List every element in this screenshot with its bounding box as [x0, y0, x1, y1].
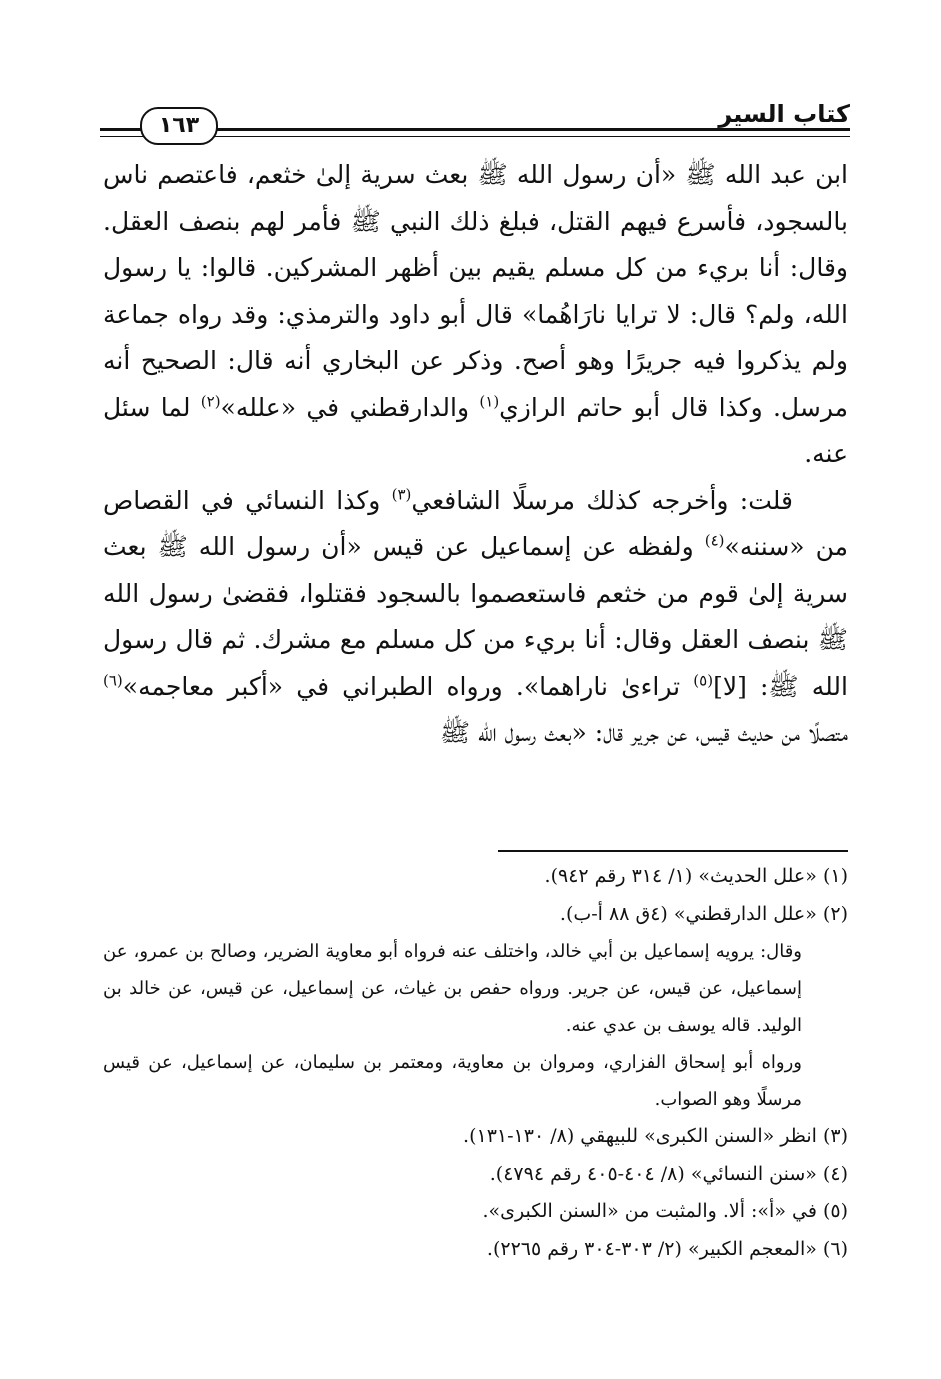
footnote-ref-5: (٥) [693, 671, 714, 690]
paragraph-1 [103, 152, 848, 478]
footnote-ref-1: (١) [479, 392, 500, 411]
chapter-title: كتاب السير [710, 100, 850, 128]
paragraph-2-text-2: وكذا النسائي في القصاص من «سننه» [103, 485, 848, 561]
paragraph-1-text: ابن عبد الله ﷺ «أن رسول الله ﷺ بعث سرية إلىٰ خثعم، فاعتصم ناس بالسجود، فأسرع فيهم القتل، فبلغ ذلك النبي ﷺ فأمر لهم بنصف العقل. وقال: أنا بريء من كل مسلم يقيم بين أظهر المشركين. قالوا: يا رسول الله، ولم؟ قال: لا ترايا نارَاهُما» قال أبو داود والترمذي: وقد رواه جماعة ولم يذكروا فيه جريرًا وهو أصح. وذكر عن البخاري أنه قال: الصحيح أنه مرسل. وكذا قال أبو حاتم الرازي [103, 160, 848, 422]
paragraph-2-text-4: تراءىٰ ناراهما». ورواه الطبراني في «أكبر معاجمه» [122, 671, 694, 701]
footnote-ref-4: (٤) [704, 531, 725, 550]
footnote-2-note-a: وقال: يرويه إسماعيل بن أبي خالد، واختلف عنه فرواه أبو معاوية الضرير، وصالح بن عمرو، عن إسماعيل، عن قيس، عن جرير. ورواه حفص بن غياث، عن إسماعيل، عن قيس، عن خالد بن الوليد. قاله يوسف بن عدي عنه. [103, 941, 802, 1036]
footnote-ref-6: (٦) [103, 671, 123, 690]
footnote-4: (٤) «سنن النسائي» (٨/ ٤٠٤-٤٠٥ رقم ٤٧٩٤). [489, 1162, 848, 1185]
page-number-frame [140, 107, 218, 145]
paragraph-2 [103, 478, 848, 757]
footnote-2-note-b: ورواه أبو إسحاق الفزاري، ومروان بن معاوية، ومعتمر بن سليمان، عن إسماعيل، عن قيس مرسلًا وهو الصواب. [103, 1052, 802, 1110]
footnote-ref-2: (٢) [200, 392, 221, 411]
paragraph-1-text-2: والدارقطني في «علله» [220, 392, 480, 422]
paragraph-2-text-5: متصلًا من حديث قيس، عن جرير قال: «بعث رسول الله ﷺ [439, 718, 848, 747]
footnote-3: (٣) انظر «السنن الكبرى» للبيهقي (٨/ ١٣٠-١٣١). [463, 1125, 848, 1147]
paragraph-1-text-3: لما سئل عنه. [103, 392, 848, 468]
page-number: ١٦٣ [158, 113, 200, 138]
page-header [100, 98, 850, 148]
footnote-separator [498, 850, 848, 852]
footnote-6: (٦) «المعجم الكبير» (٢/ ٣٠٣-٣٠٤ رقم ٢٢٦٥). [486, 1237, 848, 1260]
main-text [103, 152, 848, 757]
paragraph-2-text: قلت: وأخرجه كذلك مرسلًا الشافعي [411, 485, 793, 515]
paragraph-2-text-3: ولفظه عن إسماعيل عن قيس «أن رسول الله ﷺ بعث سرية إلىٰ قوم من خثعم فاستعصموا بالسجود فقتلوا، فقضىٰ رسول الله ﷺ بنصف العقل وقال: أنا بريء من كل مسلم مع مشرك. ثم قال رسول الله ﷺ: [لا] [103, 532, 848, 701]
footnote-5: (٥) في «أ»: ألا. والمثبت من «السنن الكبرى». [482, 1200, 848, 1222]
footnotes [103, 858, 848, 1268]
footnote-2: (٢) «علل الدارقطني» (٤ق ٨٨ أ-ب). [559, 902, 848, 925]
footnote-1: (١) «علل الحديث» (١/ ٣١٤ رقم ٩٤٢). [544, 865, 848, 887]
footnote-ref-3: (٣) [391, 485, 412, 504]
